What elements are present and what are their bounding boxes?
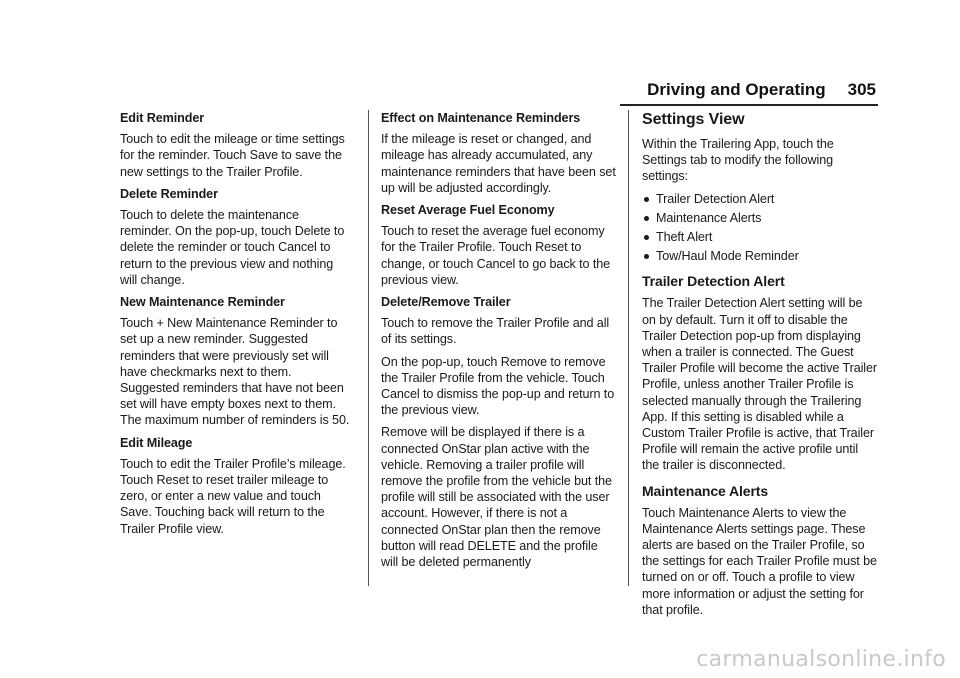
bullet-icon	[644, 235, 649, 240]
delete-trailer-text-3: Remove will be displayed if there is a connected OnStar plan active with the vehicle. Removing a trailer profile will remove the profile from the vehicle but the profile will still be associated with the user account. However, if there is not a connected OnStar plan then the remove button will read DELETE and the profile will be deleted permanently	[381, 425, 612, 570]
bullet-icon	[644, 216, 649, 221]
new-reminder-text: Touch + New Maintenance Reminder to set up a new reminder. Suggested reminders that were previously set will have checkmarks next to them. Suggested reminders that have not been set will have empty boxes next to them. The maximum number of reminders is 50.	[120, 316, 350, 428]
bullet-icon	[644, 254, 649, 259]
effect-heading: Effect on Maintenance Reminders	[381, 111, 581, 125]
trailer-detection-heading: Trailer Detection Alert	[642, 273, 785, 290]
edit-reminder-text: Touch to edit the mileage or time settings for the reminder. Touch Save to save the new settings to the Trailer Profile.	[120, 132, 345, 179]
trailer-detection-text: The Trailer Detection Alert setting will be on by default. Turn it off to disable the Trailer Detection pop-up from displaying when a trailer is connected. The Guest Trailer Profile will become the active Trailer Profile, unless another Trailer Profile is selected manually through the Trailering App. If this setting is disabled while a Custom Trailer Profile is active, that Trailer Profile will remain the active profile until the trailer is disconnected.	[642, 296, 877, 473]
edit-reminder-heading: Edit Reminder	[120, 111, 205, 125]
list-item: Theft Alert	[642, 229, 878, 245]
column-1	[120, 110, 352, 543]
edit-mileage-text: Touch to edit the Trailer Profile’s mileage. Touch Reset to reset trailer mileage to zero, or enter a new value and touch Save. Touching back will return to the Trailer Profile view.	[120, 456, 346, 536]
page-header	[620, 80, 876, 100]
reset-fuel-heading: Reset Average Fuel Economy	[381, 203, 555, 218]
reset-fuel-text: Touch to reset the average fuel economy for the Trailer Profile. Touch Reset to change, or touch Cancel to go back to the previous view.	[381, 224, 611, 287]
settings-view-intro: Within the Trailering App, touch the Settings tab to modify the following settings:	[642, 137, 834, 184]
delete-trailer-heading: Delete/Remove Trailer	[381, 295, 511, 310]
column-3	[642, 110, 878, 624]
delete-reminder-text: Touch to delete the maintenance reminder. On the pop-up, touch Delete to delete the reminder or touch Cancel to return to the previous view and nothing will change.	[120, 208, 345, 287]
settings-list	[642, 191, 878, 265]
maintenance-alerts-text: Touch Maintenance Alerts to view the Maintenance Alerts settings page. These alerts are based on the Trailer Profile, so the settings for each Trailer Profile must be turned on or off. Touch a profile to view more information or adjust the setting for that profile.	[642, 505, 877, 617]
header-rule	[620, 104, 878, 106]
column-2	[381, 110, 616, 576]
effect-text: If the mileage is reset or changed, and mileage has already accumulated, any maintenance reminders that have been set up will be adjusted accordingly.	[381, 132, 616, 195]
bullet-icon	[644, 197, 649, 202]
delete-trailer-text-1: Touch to remove the Trailer Profile and all of its settings.	[381, 316, 610, 347]
list-item: Maintenance Alerts	[642, 210, 878, 226]
maintenance-alerts-heading: Maintenance Alerts	[642, 482, 769, 499]
new-reminder-heading: New Maintenance Reminder	[120, 295, 285, 310]
list-item: Tow/Haul Mode Reminder	[642, 248, 878, 264]
edit-mileage-heading: Edit Mileage	[120, 435, 193, 450]
column-divider	[628, 110, 629, 586]
list-item: Trailer Detection Alert	[642, 191, 878, 207]
delete-trailer-text-2: On the pop-up, touch Remove to remove the Trailer Profile from the vehicle. Touch Cancel to dismiss the pop-up and return to the previous view.	[381, 354, 615, 418]
watermark: carmanualsonline.info	[696, 647, 946, 672]
settings-view-heading: Settings View	[642, 111, 745, 128]
section-title: Driving and Operating	[647, 80, 826, 99]
delete-reminder-heading: Delete Reminder	[120, 186, 218, 201]
page-number: 305	[847, 80, 876, 99]
column-divider	[368, 110, 369, 586]
